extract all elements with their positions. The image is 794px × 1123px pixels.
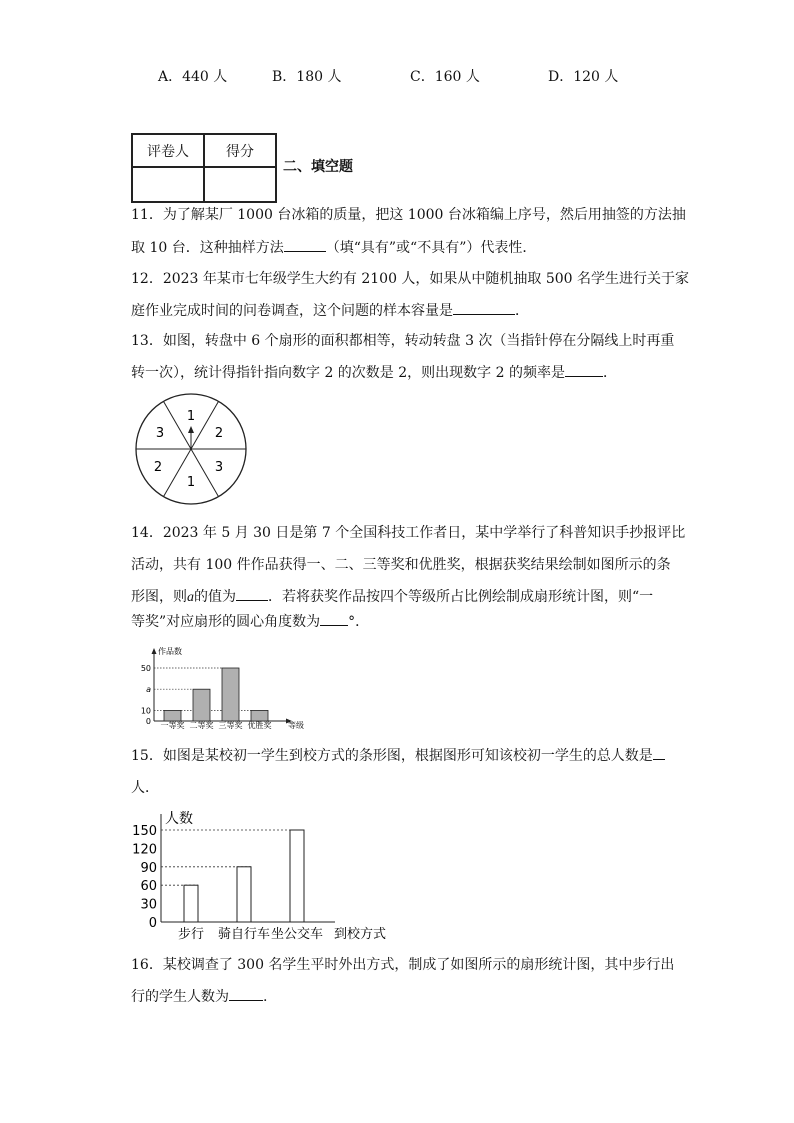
answer-blank[interactable] <box>565 362 603 377</box>
y-tick-label: 0 <box>145 717 151 726</box>
y-tick-label: 50 <box>140 664 151 673</box>
q16-line1: 16．某校调查了 300 名学生平时外出方式，制成了如图所示的扇形统计图，其中步行出 <box>131 957 675 973</box>
answer-blank[interactable] <box>453 300 515 315</box>
category-label: 骑自行车 <box>217 927 271 942</box>
q15-line1: 15．如图是某校初一学生到校方式的条形图，根据图形可知该校初一学生的总人数是 <box>131 745 665 766</box>
bar <box>237 867 251 922</box>
spinner-number: 3 <box>214 460 224 475</box>
y-axis-arrow-icon <box>152 648 157 654</box>
q11-line2: 取 10 台．这种抽样方法 （填“具有”或“不具有”）代表性． <box>131 237 536 258</box>
option-d: D．120 人 <box>548 69 619 85</box>
q14-line2: 活动，共有 100 件作品获得一、二、三等奖和优胜奖，根据获奖结果绘制如图所示的条 <box>131 557 671 573</box>
q14-line3: 形图，则a的值为 ．若将获奖作品按四个等级所占比例绘制成扇形统计图，则“一 <box>131 586 653 608</box>
grader-cell <box>132 167 204 202</box>
y-tick-label: 90 <box>140 860 157 876</box>
commute-bar-chart <box>130 806 395 946</box>
q13-line1: 13．如图，转盘中 6 个扇形的面积都相等，转动转盘 3 次（当指针停在分隔线上时再重 <box>131 333 675 349</box>
awards-bar-chart <box>138 644 318 734</box>
q16-line2: 行的学生人数为 . <box>131 986 267 1007</box>
spinner-number: 2 <box>153 460 163 475</box>
answer-blank[interactable] <box>236 586 268 601</box>
y-axis-label: 作品数 <box>158 647 182 656</box>
y-tick-label: 0 <box>148 916 157 931</box>
answer-blank[interactable] <box>229 986 263 1001</box>
option-c: C．160 人 <box>410 69 480 85</box>
category-label: 二等奖 <box>189 721 214 730</box>
spinner-number: 2 <box>214 426 224 441</box>
q12-line1: 12．2023 年某市七年级学生大约有 2100 人，如果从中随机抽取 500 名学生进行关于家 <box>131 271 690 287</box>
y-tick-label: 30 <box>140 897 157 913</box>
category-label: 步行 <box>177 927 205 942</box>
section-title: 二、填空题 <box>283 159 353 175</box>
bar <box>184 885 198 922</box>
category-label: 一等奖 <box>160 721 185 730</box>
y-tick-label: 150 <box>132 824 157 839</box>
grader-label: 评卷人 <box>132 134 204 167</box>
q11-line1: 11．为了解某厂 1000 台冰箱的质量，把这 1000 台冰箱编上序号，然后用抽签的方法抽 <box>131 207 686 223</box>
answer-blank[interactable] <box>284 237 326 252</box>
grader-table <box>131 133 277 203</box>
q14-line4: 等奖”对应扇形的圆心角度数为 °． <box>131 611 369 632</box>
y-tick-label: a <box>146 685 151 695</box>
bar <box>290 830 304 922</box>
x-axis-label: 等级 <box>288 721 304 730</box>
x-axis-label: 到校方式 <box>334 927 387 942</box>
spinner-number: 1 <box>186 409 196 424</box>
option-a: A．440 人 <box>158 69 228 85</box>
option-b: B．180 人 <box>272 69 342 85</box>
category-label: 优胜奖 <box>247 721 272 730</box>
category-label: 坐公交车 <box>270 927 324 942</box>
q13-line2: 转一次），统计得指针指向数字 2 的次数是 2，则出现数字 2 的频率是 ． <box>131 362 617 383</box>
score-cell <box>204 167 276 202</box>
spinner-number: 1 <box>186 475 196 490</box>
bar <box>222 668 239 721</box>
y-tick-label: 120 <box>132 842 157 858</box>
y-tick-label: 10 <box>140 706 151 716</box>
spinner-number: 3 <box>155 426 165 441</box>
bar <box>164 710 181 721</box>
score-label: 得分 <box>204 134 276 167</box>
y-axis-label: 人数 <box>165 811 193 827</box>
q12-line2: 庭作业完成时间的问卷调查，这个问题的样本容量是 ． <box>131 300 529 321</box>
bar <box>193 689 210 721</box>
q14-line1: 14．2023 年 5 月 30 日是第 7 个全国科技工作者日，某中学举行了科普知识手抄报评比 <box>131 525 686 541</box>
spinner-figure <box>132 390 250 508</box>
bar <box>251 710 268 721</box>
category-label: 三等奖 <box>218 721 243 730</box>
y-tick-label: 60 <box>140 879 157 895</box>
answer-blank[interactable] <box>320 611 348 626</box>
q15-line2: 人． <box>131 780 159 796</box>
answer-blank[interactable] <box>653 745 665 760</box>
